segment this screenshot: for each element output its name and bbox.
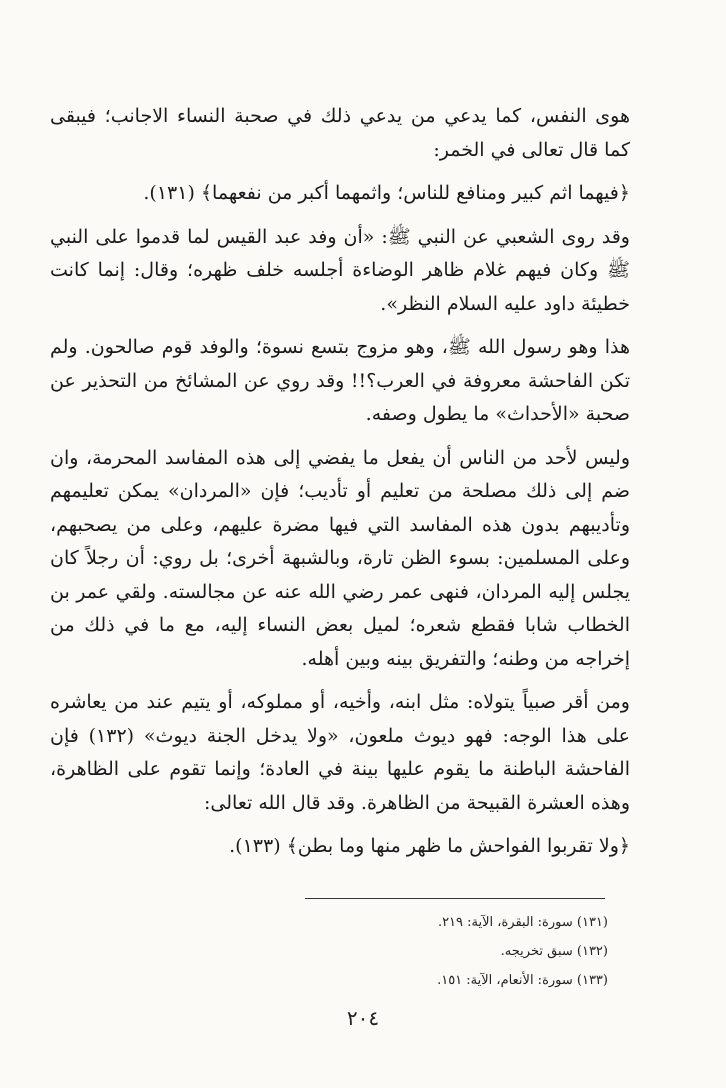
page-number: ٢٠٤ — [346, 1006, 380, 1030]
quran-verse-2: ﴿ولا تقربوا الفواحش ما ظهر منها وما بطن﴾ (١٣٣). — [229, 835, 630, 857]
footnote-131: (١٣١) سورة: البقرة، الآية: ٢١٩. — [437, 915, 608, 930]
footnote-divider — [305, 898, 605, 899]
paragraph-3: هذا وهو رسول الله ﷺ، وهو مزوج بتسع نسوة؛ والوفد قوم صالحون. ولم تكن الفاحشة معروفة في العرب؟!! وقد روي عن المشائخ من التحذير عن صحبة «الأحداث» ما يطول وصفه. — [50, 336, 630, 425]
footnotes — [120, 908, 608, 995]
footnote-133: (١٣٣) سورة: الأنعام، الآية: ١٥١. — [437, 973, 608, 988]
paragraph-5: ومن أقر صبياً يتولاه: مثل ابنه، وأخيه، أو مملوكه، أو يتيم عند من يعاشره على هذا الوجه: فهو ديوث ملعون، «ولا يدخل الجنة ديوث» (١٣٢) فإن الفاحشة الباطنة ما يقوم عليها بينة في العادة؛ وإنما تقوم على الظاهرة، وهذه العشرة القبيحة من الظاهرة. وقد قال الله تعالى: — [50, 691, 631, 814]
footnote-132: (١٣٢) سبق تخريجه. — [500, 944, 608, 959]
paragraph-4: وليس لأحد من الناس أن يفعل ما يفضي إلى هذه المفاسد المحرمة، وان ضم إلى ذلك مصلحة من تعليم أو تأديب؛ فإن «المردان» يمكن تعليمهم وتأديبهم بدون هذه المفاسد التي فيها مضرة عليهم، وعلى من يصحبهم، وعلى المسلمين: بسوء الظن تارة، وبالشبهة أخرى؛ بل روي: أن رجلاً كان يجلس إليه المردان، فنهى عمر رضي الله عنه عن مجالسته. ولقي عمر بن الخطاب شابا فقطع شعره؛ لميل بعض النساء إليه، مع ما في ذلك من إخراجه من وطنه؛ والتفريق بينه وبين أهله. — [50, 446, 630, 670]
paragraph-2: وقد روى الشعبي عن النبي ﷺ: «أن وفد عبد القيس لما قدموا على النبي ﷺ وكان فيهم غلام ظاهر الوضاءة أجلسه خلف ظهره؛ وقال: إنما كانت خطيئة داود عليه السلام النظر». — [50, 225, 630, 315]
body-text — [50, 100, 630, 864]
quran-verse-1: ﴿فيهما اثم كبير ومنافع للناس؛ واثمهما أكبر من نفعهما﴾ (١٣١). — [143, 182, 630, 204]
paragraph-1: هوى النفس، كما يدعي من يدعي ذلك في صحبة النساء الاجانب؛ فيبقى كما قال تعالى في الخمر: — [50, 105, 630, 161]
